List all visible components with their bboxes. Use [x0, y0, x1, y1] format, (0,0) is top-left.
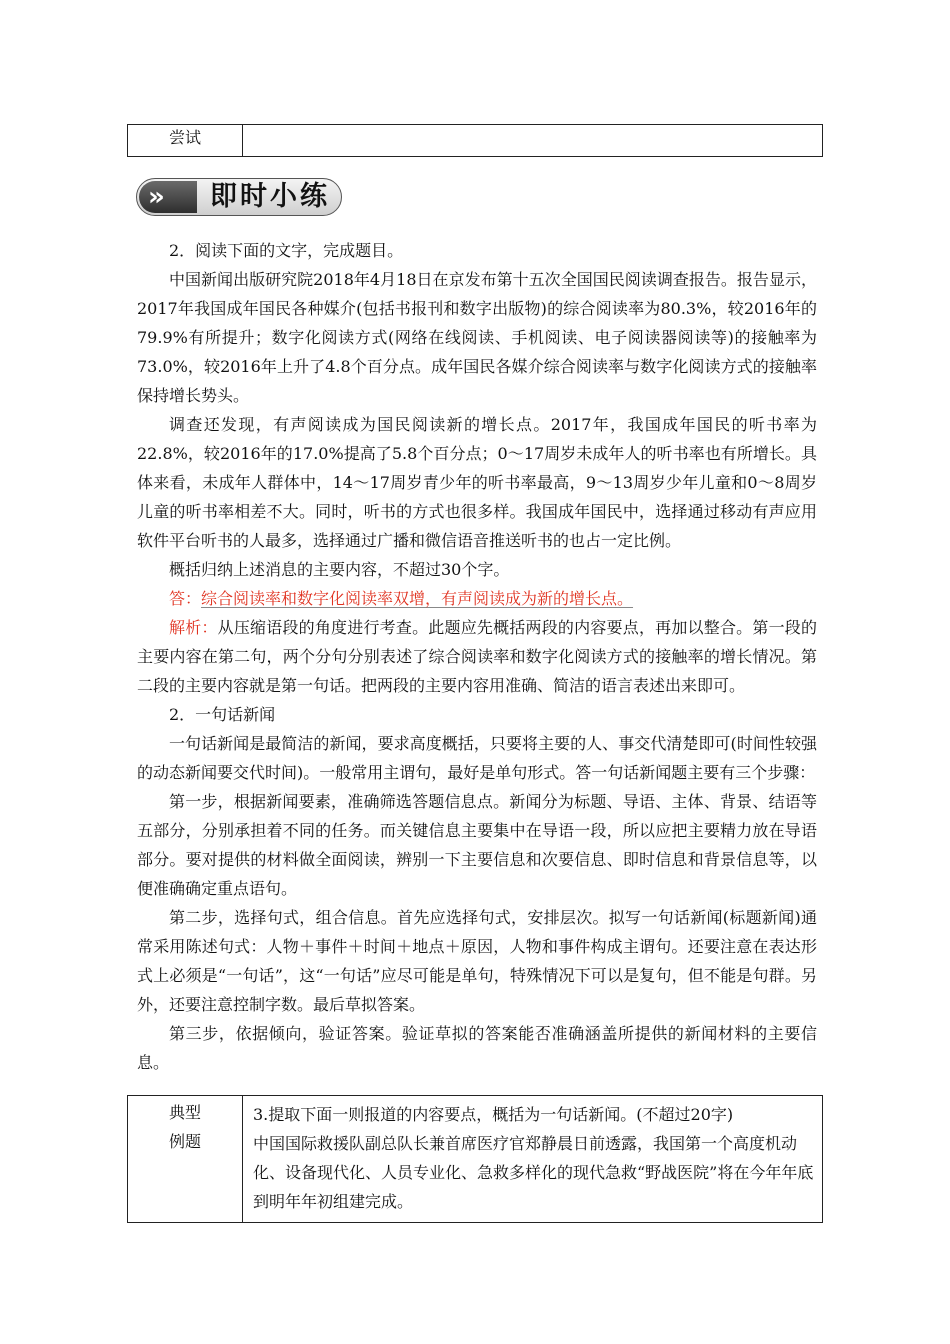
example-question: 3.提取下面一则报道的内容要点，概括为一句话新闻。(不超过20字)	[253, 1105, 734, 1124]
question-heading: 2．阅读下面的文字，完成题目。	[169, 241, 404, 260]
answer-line	[137, 584, 817, 613]
banner-title: 即时小练	[210, 181, 330, 212]
passage-paragraph-2: 调查还发现，有声阅读成为国民阅读新的增长点。2017年，我国成年国民的听书率为22.8%，较2016年的17.0%提高了5.8个百分点；0～17周岁未成年人的听书率也有所增长。具体来看，未成年人群体中，14～17周岁青少年的听书率最高，9～13周岁少年儿童和0～8周岁儿童的听书率相差不大。同时，听书的方式也很多样。我国成年国民中，选择通过移动有声应用软件平台听书的人最多，选择通过广播和微信语音推送听书的也占一定比例。	[137, 415, 817, 550]
trial-table	[127, 124, 823, 157]
example-label-line2: 例题	[168, 1132, 201, 1151]
double-chevron-icon: »	[148, 182, 161, 212]
section-heading: 2．一句话新闻	[169, 705, 276, 724]
question-task: 概括归纳上述消息的主要内容，不超过30个字。	[169, 560, 510, 579]
section-intro: 一句话新闻是最简洁的新闻，要求高度概括，只要将主要的人、事交代清楚即可(时间性较强的动态新闻要交代时间)。一般常用主谓句，最好是单句形式。答一句话新闻题主要有三个步骤：	[137, 734, 817, 782]
example-table	[127, 1095, 823, 1223]
trial-row	[128, 125, 823, 157]
example-row	[128, 1096, 823, 1223]
analysis-paragraph	[137, 613, 817, 700]
main-text	[137, 236, 817, 1077]
analysis-text: 从压缩语段的角度进行考查。此题应先概括两段的内容要点，再加以整合。第一段的主要内容在第二句，两个分句分别表述了综合阅读率和数字化阅读方式的接触率的增长情况。第二段的主要内容就是第一句话。把两段的主要内容用准确、简洁的语言表述出来即可。	[137, 618, 817, 695]
trial-label: 尝试	[128, 125, 243, 157]
answer-label: 答：	[169, 589, 202, 608]
example-label-line1: 典型	[168, 1103, 201, 1122]
step-1: 第一步，根据新闻要素，准确筛选答题信息点。新闻分为标题、导语、主体、背景、结语等五部分，分别承担着不同的任务。而关键信息主要集中在导语一段，所以应把主要精力放在导语部分。要对提供的材料做全面阅读，辨别一下主要信息和次要信息、即时信息和背景信息等，以便准确确定重点语句。	[137, 792, 817, 898]
step-2: 第二步，选择句式，组合信息。首先应选择句式，安排层次。拟写一句话新闻(标题新闻)通常采用陈述句式：人物＋事件＋时间＋地点＋原因，人物和事件构成主谓句。还要注意在表达形式上必须是“一句话”，这“一句话”应尽可能是单句，特殊情况下可以是复句，但不能是句群。另外，还要注意控制字数。最后草拟答案。	[137, 908, 817, 1014]
example-content-cell	[243, 1096, 823, 1223]
example-material: 中国国际救援队副总队长兼首席医疗官郑静晨日前透露，我国第一个高度机动化、设备现代化、人员专业化、急救多样化的现代急救“野战医院”将在今年年底到明年年初组建完成。	[253, 1134, 814, 1211]
trial-content-cell	[243, 125, 823, 157]
step-3: 第三步，依据倾向，验证答案。验证草拟的答案能否准确涵盖所提供的新闻材料的主要信息。	[137, 1024, 817, 1072]
answer-text: 综合阅读率和数字化阅读率双增，有声阅读成为新的增长点。	[201, 589, 634, 608]
passage-paragraph-1: 中国新闻出版研究院2018年4月18日在京发布第十五次全国国民阅读调查报告。报告显示，2017年我国成年国民各种媒介(包括书报刊和数字出版物)的综合阅读率为80.3%，较2016年的79.9%有所提升；数字化阅读方式(网络在线阅读、手机阅读、电子阅读器阅读等)的接触率为73.0%，较2016年上升了4.8个百分点。成年国民各媒介综合阅读率与数字化阅读方式的接触率保持增长势头。	[137, 270, 817, 405]
section-banner	[136, 178, 344, 218]
example-label-cell	[128, 1096, 243, 1223]
analysis-label: 解析：	[169, 618, 218, 637]
